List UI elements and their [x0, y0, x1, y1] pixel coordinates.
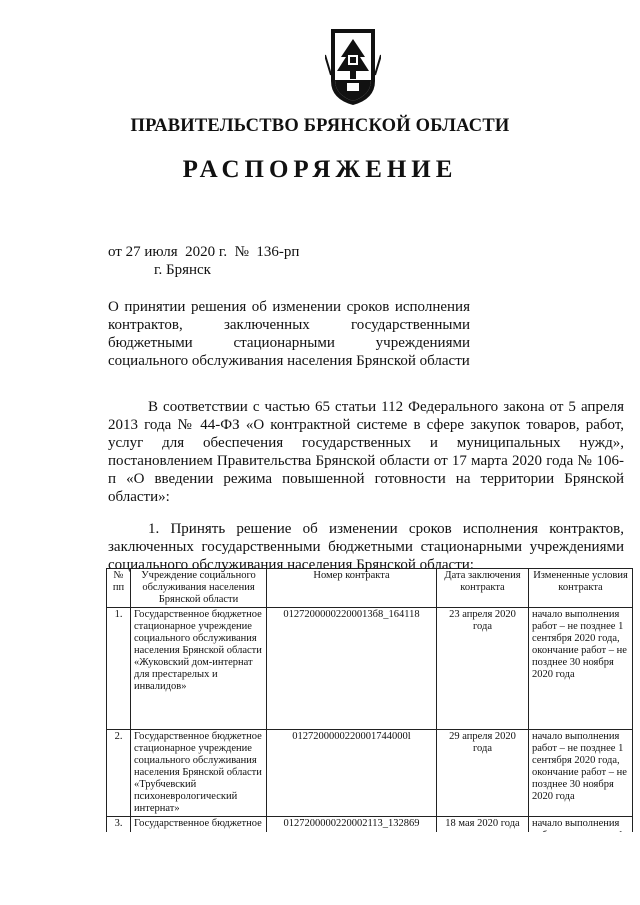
row-number: 3.	[107, 817, 131, 877]
page-bottom-margin	[0, 832, 640, 905]
row-institution: Государственное бюджетное стационарное учреждение социального обслуживания населения Брянской области «Жуковский дом-интернат для престарелых и инвалидов»	[131, 608, 267, 730]
row-contract: 0127200000220002113_132869	[267, 817, 437, 877]
row-number: 2.	[107, 730, 131, 817]
row-contract: 01272000002200013б8_164118	[267, 608, 437, 730]
col-header-institution: Учреждение социального обслуживания населения Брянской области	[131, 569, 267, 608]
row-terms: начало выполнения работ – не позднее 1 сентября 2020 года, окончание работ – не позднее 30 ноября 2020 года	[529, 608, 633, 730]
organization-title: ПРАВИТЕЛЬСТВО БРЯНСКОЙ ОБЛАСТИ	[130, 116, 510, 136]
coat-of-arms-emblem	[325, 25, 381, 107]
document-subject: О принятии решения об изменении сроков исполнения контрактов, заключенных государственными бюджетными стационарными учреждениями социального обслуживания населения Брянской области	[108, 299, 470, 369]
row-number: 1.	[107, 608, 131, 730]
date-number-line: от 27 июля 2020 г. № 136-рп	[108, 244, 300, 260]
row-contract: 0127200000220001744000l	[267, 730, 437, 817]
table-row	[107, 608, 633, 730]
col-header-contract: Номер контракта	[267, 569, 437, 608]
row-date: 29 апреля 2020 года	[437, 730, 529, 817]
row-institution: Государственное бюджетное	[131, 817, 267, 877]
table-row	[107, 730, 633, 817]
contracts-table	[106, 568, 633, 877]
row-date: 18 мая 2020 года	[437, 817, 529, 877]
row-terms: начало выполнения работ – не позднее 1 сентября 2020 года, окончание работ – не позднее 30 ноября 2020 года	[529, 730, 633, 817]
preamble-paragraph: В соответствии с частью 65 статьи 112 Федерального закона от 5 апреля 2013 года № 44-ФЗ «О контрактной системе в сфере закупок товаров, работ, услуг для обеспечения государственных и муниципальных нужд», постановлением Правительства Брянской области от 17 марта 2020 года № 106-п «О введении режима повышенной готовности на территории Брянской области»:	[108, 399, 624, 505]
row-date: 23 апреля 2020 года	[437, 608, 529, 730]
point-1-paragraph: 1. Принять решение об изменении сроков исполнения контрактов, заключенных государственными бюджетными стационарными учреждениями социального обслуживания населения Брянской области:	[108, 521, 624, 573]
table-header-row	[107, 569, 633, 608]
col-header-terms: Измененные условия контракта	[529, 569, 633, 608]
col-header-date: Дата заключения контракта	[437, 569, 529, 608]
col-header-number: № пп	[107, 569, 131, 608]
row-institution: Государственное бюджетное стационарное учреждение социального обслуживания населения Брянской области «Трубчевский психоневрологический интернат»	[131, 730, 267, 817]
document-type-title: РАСПОРЯЖЕНИЕ	[182, 156, 458, 183]
row-terms: начало выполнения	[529, 817, 633, 877]
city-line: г. Брянск	[154, 262, 211, 278]
